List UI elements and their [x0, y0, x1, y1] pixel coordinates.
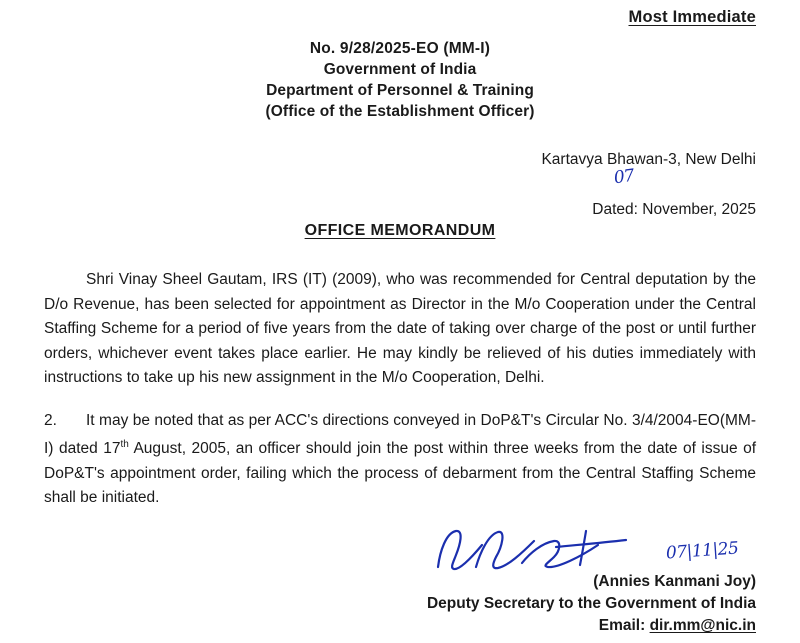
paragraph-two	[44, 409, 756, 511]
signatory-designation: Deputy Secretary to the Government of India	[426, 595, 756, 612]
document-body	[44, 268, 756, 529]
signature-block	[236, 523, 756, 637]
paragraph-two-number: 2.	[44, 411, 57, 429]
handwritten-signature-date: 07|11|25	[665, 538, 739, 564]
paragraph-one	[44, 268, 756, 391]
page-title: OFFICE MEMORANDUM	[304, 222, 496, 239]
address-block	[541, 147, 756, 272]
department-name: Department of Personnel & Training	[266, 82, 534, 99]
office-location: Kartavya Bhawan-3, New Delhi	[541, 151, 756, 168]
paragraph-one-text: Shri Vinay Sheel Gautam, IRS (IT) (2009), who was recommended for Central deputation by the D/o Revenue, has been selected for appointment as Director in the M/o Cooperation under the Central Staffing Scheme for a period of five years from the date of taking over charge of the post or until further orders, whichever event takes place earlier. He may kindly be relieved of his duties immediately with instructions to take up his new assignment in the M/o Cooperation, Delhi.	[44, 271, 756, 386]
dated-prefix: Dated:	[592, 201, 638, 218]
priority-stamp: Most Immediate	[628, 8, 756, 26]
paragraph-two-text-part2: August, 2005, an officer should join the post within three weeks from the date of issue of DoP&T's appointment order, failing which the process of debarment from the Central Staffing Scheme shall be initiated.	[44, 440, 756, 507]
letterhead	[0, 38, 800, 122]
office-name: (Office of the Establishment Officer)	[265, 103, 535, 120]
signature-area	[236, 523, 756, 569]
government-name: Government of India	[323, 61, 477, 78]
email-address[interactable]: dir.mm@nic.in	[649, 617, 756, 634]
paragraph-two-text-part1: It may be noted that as per ACC's directions conveyed in DoP&T's Circular No. 3/4/2004-EO(MM-I) dated 17	[44, 411, 756, 458]
dated-rest: November, 2025	[637, 201, 756, 218]
handwritten-signature-icon	[430, 523, 660, 573]
ordinal-suffix: th	[120, 439, 129, 450]
signatory-name: (Annies Kanmani Joy)	[593, 573, 756, 590]
file-number: No. 9/28/2025-EO (MM-I)	[309, 40, 491, 57]
handwritten-day: 07	[613, 165, 636, 189]
email-label: Email:	[598, 617, 650, 634]
signatory-email	[236, 615, 756, 637]
